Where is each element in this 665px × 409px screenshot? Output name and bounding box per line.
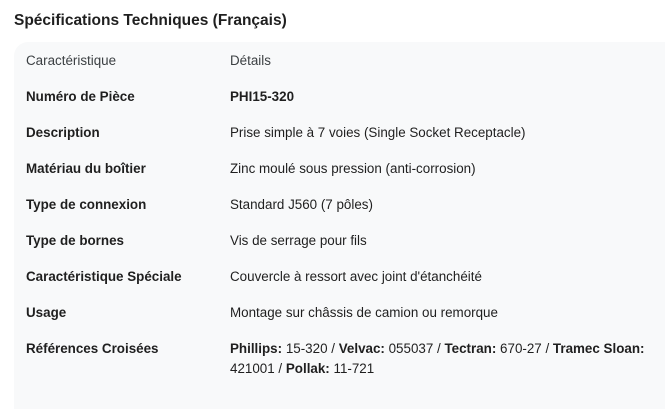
row-key: Type de bornes — [26, 233, 124, 248]
row-value — [230, 79, 665, 115]
ref-separator: / — [327, 341, 339, 356]
ref-brand: Pollak: — [285, 361, 330, 376]
ref-brand: Tectran: — [444, 341, 497, 356]
row-value: Standard J560 (7 pôles) — [230, 197, 373, 212]
row-value: Couvercle à ressort avec joint d'étanchéité — [230, 269, 482, 284]
row-value: Vis de serrage pour fils — [230, 233, 367, 248]
table-row — [14, 79, 665, 115]
ref-number: 055037 — [388, 341, 434, 356]
ref-number: 15-320 — [285, 341, 328, 356]
page-title: Spécifications Techniques (Français) — [14, 12, 287, 29]
table-row — [14, 295, 665, 331]
ref-number: 421001 — [230, 361, 275, 376]
table-row — [14, 331, 665, 387]
table-row — [14, 115, 665, 151]
ref-brand: Phillips: — [230, 341, 283, 356]
ref-separator: / — [433, 341, 445, 356]
row-key: Matériau du boîtier — [26, 161, 146, 176]
specs-table-card — [14, 42, 665, 409]
table-row — [14, 259, 665, 295]
table-header-row — [14, 42, 665, 79]
row-key: Usage — [26, 305, 67, 320]
row-key: Description — [26, 125, 100, 140]
row-value: Montage sur châssis de camion ou remorque — [230, 305, 498, 320]
ref-number: 670-27 — [500, 341, 542, 356]
table-row — [14, 151, 665, 187]
row-key: Type de connexion — [26, 197, 147, 212]
ref-separator: / — [541, 341, 553, 356]
part-number: PHI15-320 — [230, 89, 295, 104]
row-key: Numéro de Pièce — [26, 89, 135, 104]
specs-table — [14, 42, 665, 387]
header-value: Détails — [230, 53, 271, 68]
ref-brand: Velvac: — [338, 341, 385, 356]
table-row — [14, 223, 665, 259]
row-key: Caractéristique Spéciale — [26, 269, 182, 284]
row-key: Références Croisées — [26, 341, 159, 356]
cross-references — [230, 331, 665, 387]
ref-separator: / — [274, 361, 286, 376]
table-row — [14, 187, 665, 223]
row-value: Prise simple à 7 voies (Single Socket Receptacle) — [230, 125, 526, 140]
ref-number: 11-721 — [333, 361, 375, 376]
row-value: Zinc moulé sous pression (anti-corrosion) — [230, 161, 476, 176]
ref-brand: Tramec Sloan: — [552, 341, 645, 356]
header-key: Caractéristique — [26, 53, 117, 68]
